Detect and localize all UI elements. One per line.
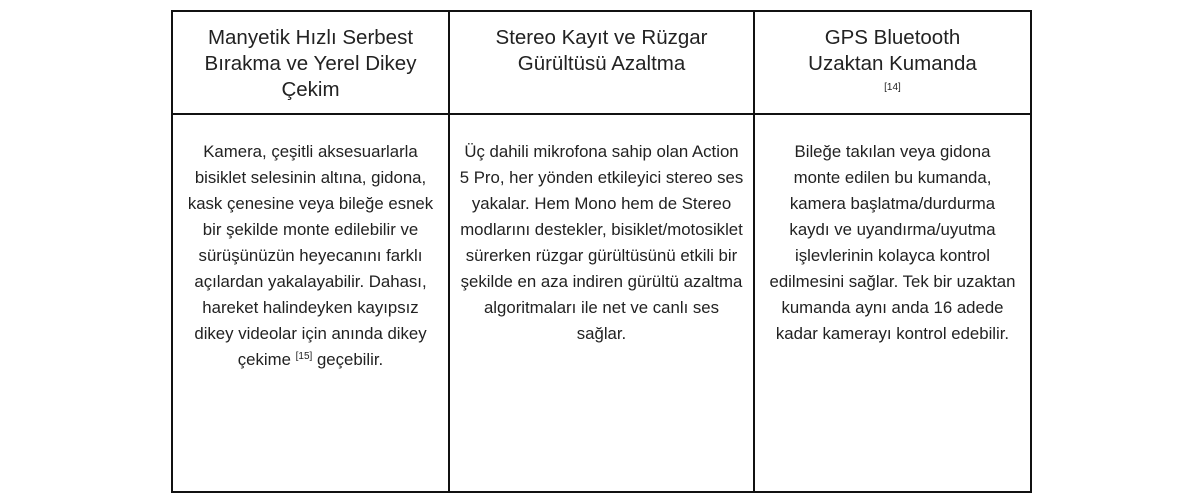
header-text-1: Manyetik Hızlı Serbest Bırakma ve Yerel Dikey Çekim <box>204 26 417 101</box>
body-row <box>172 114 1031 492</box>
header-row <box>172 11 1031 114</box>
feature-table <box>171 10 1032 493</box>
body-cell-2 <box>449 114 754 492</box>
body-text-3: Bileğe takılan veya gidona monte edilen bu kumanda, kamera başlatma/durdurma kaydı ve uyandırma/uyutma işlevlerinin kolayca kontrol edilmesini sağlar. Tek bir uzaktan kumanda aynı anda 16 adede kadar kamerayı kontrol edebilir. <box>769 142 1016 343</box>
header-cell-3 <box>754 11 1031 114</box>
body-cell-3 <box>754 114 1031 492</box>
body-text-2: Üç dahili mikrofona sahip olan Action 5 Pro, her yönden etkileyici stereo ses yakalar. Hem Mono hem de Stereo modlarını destekler, bisiklet/motosiklet sürerken rüzgar gürültüsünü etkili bir şekilde en aza indiren gürültü azaltma algoritmaları ile net ve canlı ses sağlar. <box>459 142 744 343</box>
header-text-3: GPS Bluetooth Uzaktan Kumanda <box>808 26 977 75</box>
body-text-1: Kamera, çeşitli aksesuarlarla bisiklet selesinin altına, gidona, kask çenesine veya bileğe esnek bir şekilde monte edilebilir ve sürüşünüzün heyecanını farklı açılardan yakalayabilir. Dahası, hareket halindeyken kayıpsız dikey videolar için anında dikey çekime <box>187 142 434 369</box>
body-tail-1: geçebilir. <box>312 350 384 369</box>
header-cell-1 <box>172 11 449 114</box>
body-ref-1[interactable]: [15] <box>295 351 313 362</box>
header-cell-2 <box>449 11 754 114</box>
body-cell-1 <box>172 114 449 492</box>
header-text-2: Stereo Kayıt ve Rüzgar Gürültüsü Azaltma <box>495 26 708 75</box>
header-ref-3[interactable]: [14] <box>884 82 901 93</box>
